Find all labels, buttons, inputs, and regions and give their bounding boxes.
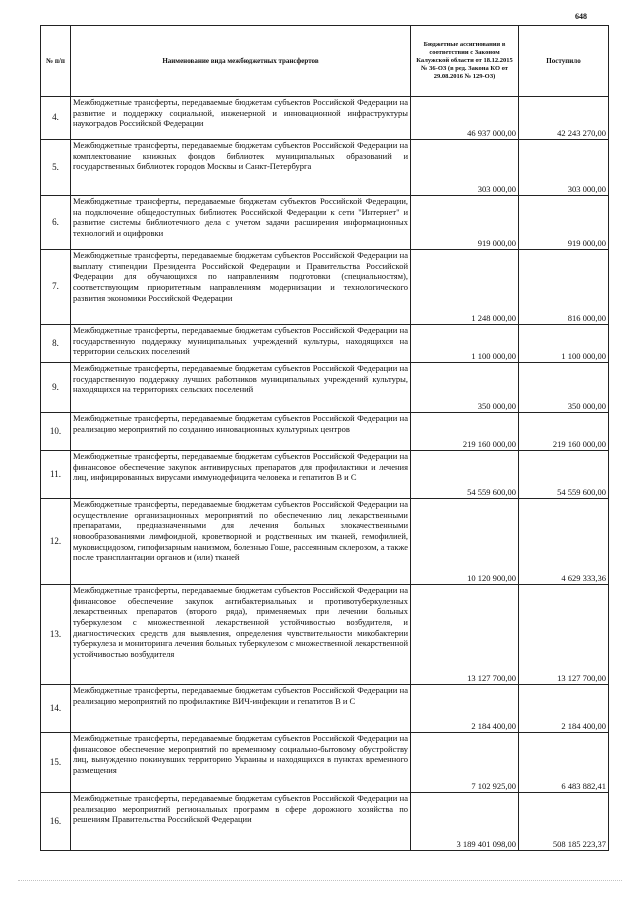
header-transfer-name: Наименование вида межбюджетных трансфертов — [71, 26, 411, 97]
row-number: 4. — [41, 97, 71, 140]
row-number: 13. — [41, 585, 71, 685]
transfer-name: Межбюджетные трансферты, передаваемые бюджетам субъектов Российской Федерации на финансовое обеспечение закупок антибактериальных и противотуберкулезных лекарственных препаратов (второго ряда), применяемых при лечении больных туберкулезом с множественной лекарственной устойчивостью возбудителя, и диагностических средств для выявления, определения чувствительности микобактерии туберкулеза и мониторинга лечения больных туберкулезом с множественной лекарственной устойчивостью возбудителя — [71, 585, 411, 685]
allocation-amount: 46 937 000,00 — [411, 97, 519, 140]
received-amount: 350 000,00 — [519, 363, 609, 413]
allocation-amount: 7 102 925,00 — [411, 733, 519, 793]
table-row — [41, 250, 609, 325]
row-number: 15. — [41, 733, 71, 793]
received-amount: 219 160 000,00 — [519, 413, 609, 451]
table-row — [41, 585, 609, 685]
transfer-name: Межбюджетные трансферты, передаваемые бюджетам субъектов Российской Федерации на выплату стипендии Президента Российской Федерации и Правительства Российской Федерации для обучающихся по направлениям подготовки (специальностям), соответствующим приоритетным направлениям модернизации и технологического развития экономики Российской Федерации — [71, 250, 411, 325]
page-number: 648 — [575, 12, 587, 21]
received-amount: 13 127 700,00 — [519, 585, 609, 685]
header-number: № п/п — [41, 26, 71, 97]
transfer-name: Межбюджетные трансферты, передаваемые бюджетам субъектов Российской Федерации на реализацию мероприятий по профилактике ВИЧ-инфекции и гепатитов В и С — [71, 685, 411, 733]
received-amount: 1 100 000,00 — [519, 325, 609, 363]
scan-edge-line — [18, 870, 622, 881]
transfer-name: Межбюджетные трансферты, передаваемые бюджетам субъектов Российской Федерации на финансовое обеспечение мероприятий по временному социально-бытовому обустройству лиц, вынужденно покинувших территорию Украины и находящихся в пунктах временного размещения — [71, 733, 411, 793]
transfer-name: Межбюджетные трансферты, передаваемые бюджетам субъектов Российской Федерации на осуществление организационных мероприятий по обеспечению лиц лекарственными препаратами, предназначенными для лечения больных злокачественными новообразованиями лимфоидной, кроветворной и родственных им тканей, гемофилией, муковисцидозом, гипофизарным нанизмом, болезнью Гоше, рассеянным склерозом, а также после трансплантации органов и (или) тканей — [71, 499, 411, 585]
row-number: 7. — [41, 250, 71, 325]
row-number: 5. — [41, 140, 71, 196]
table-row — [41, 97, 609, 140]
received-amount: 2 184 400,00 — [519, 685, 609, 733]
table-row — [41, 140, 609, 196]
allocation-amount: 10 120 900,00 — [411, 499, 519, 585]
row-number: 8. — [41, 325, 71, 363]
table-row — [41, 325, 609, 363]
transfer-name: Межбюджетные трансферты, передаваемые бюджетам субъектов Российской Федерации на реализацию мероприятий по созданию инновационных культурных центров — [71, 413, 411, 451]
header-allocations: Бюджетные ассигнования в соответствии с Законом Калужской области от 18.12.2015 № 36-ОЗ (в ред. Закона КО от 29.08.2016 № 129-ОЗ) — [411, 26, 519, 97]
table-row — [41, 733, 609, 793]
allocation-amount: 54 559 600,00 — [411, 451, 519, 499]
row-number: 9. — [41, 363, 71, 413]
row-number: 10. — [41, 413, 71, 451]
table-header-row — [41, 26, 609, 97]
received-amount: 54 559 600,00 — [519, 451, 609, 499]
transfer-name: Межбюджетные трансферты, передаваемые бюджетам субъектов Российской Федерации на государственную поддержку муниципальных учреждений культуры, находящихся на территории сельских поселений — [71, 325, 411, 363]
header-received: Поступило — [519, 26, 609, 97]
allocation-amount: 3 189 401 098,00 — [411, 793, 519, 851]
allocation-amount: 1 248 000,00 — [411, 250, 519, 325]
allocation-amount: 919 000,00 — [411, 196, 519, 250]
table-row — [41, 499, 609, 585]
allocation-amount: 219 160 000,00 — [411, 413, 519, 451]
transfer-name: Межбюджетные трансферты, передаваемые бюджетам субъектов Российской Федерации на комплектование книжных фондов библиотек муниципальных образований и государственных библиотек городов Москвы и Санкт-Петербурга — [71, 140, 411, 196]
row-number: 12. — [41, 499, 71, 585]
transfer-name: Межбюджетные трансферты, передаваемые бюджетам субъектов Российской Федерации на государственную поддержку лучших работников муниципальных учреждений культуры, находящихся на территориях сельских поселений — [71, 363, 411, 413]
allocation-amount: 2 184 400,00 — [411, 685, 519, 733]
table-row — [41, 685, 609, 733]
table-row — [41, 413, 609, 451]
table-row — [41, 363, 609, 413]
received-amount: 42 243 270,00 — [519, 97, 609, 140]
received-amount: 6 483 882,41 — [519, 733, 609, 793]
transfer-name: Межбюджетные трансферты, передаваемые бюджетам субъектов Российской Федерации на финансовое обеспечение закупок антивирусных препаратов для профилактики и лечения лиц, инфицированных вирусами иммунодефицита человека и гепатитов В и С — [71, 451, 411, 499]
received-amount: 508 185 223,37 — [519, 793, 609, 851]
transfer-name: Межбюджетные трансферты, передаваемые бюджетам субъектов Российской Федерации на развитие и поддержку социальной, инженерной и инновационной инфраструктуры наукоградов Российской Федерации — [71, 97, 411, 140]
row-number: 16. — [41, 793, 71, 851]
received-amount: 816 000,00 — [519, 250, 609, 325]
received-amount: 4 629 333,36 — [519, 499, 609, 585]
table-row — [41, 793, 609, 851]
table-row — [41, 451, 609, 499]
row-number: 14. — [41, 685, 71, 733]
transfer-name: Межбюджетные трансферты, передаваемые бюджетам субъектов Российской Федерации на реализацию мероприятий региональных программ в сфере дорожного хозяйства по решениям Правительства Российской Федерации — [71, 793, 411, 851]
transfer-name: Межбюджетные трансферты, передаваемые бюджетам субъектов Российской Федерации, на подключение общедоступных библиотек Российской Федерации к сети "Интернет" и развитие системы библиотечного дела с учетом задачи расширения информационных технологий и оцифровки — [71, 196, 411, 250]
table-row — [41, 196, 609, 250]
row-number: 11. — [41, 451, 71, 499]
allocation-amount: 1 100 000,00 — [411, 325, 519, 363]
received-amount: 303 000,00 — [519, 140, 609, 196]
allocation-amount: 13 127 700,00 — [411, 585, 519, 685]
allocation-amount: 303 000,00 — [411, 140, 519, 196]
allocation-amount: 350 000,00 — [411, 363, 519, 413]
transfers-table — [40, 25, 609, 851]
received-amount: 919 000,00 — [519, 196, 609, 250]
row-number: 6. — [41, 196, 71, 250]
